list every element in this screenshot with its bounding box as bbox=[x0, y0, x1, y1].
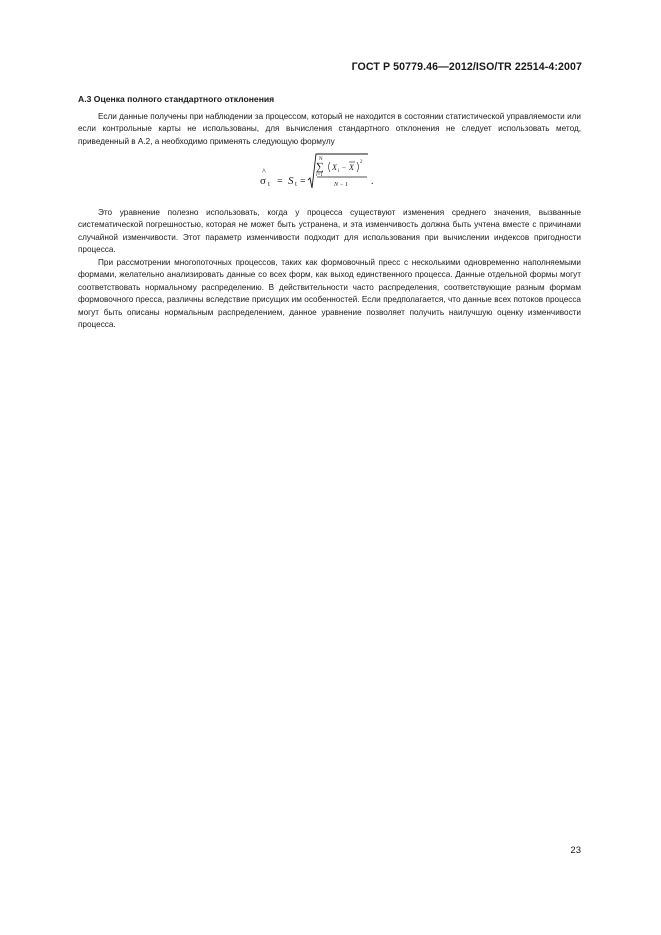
s-symbol: S bbox=[288, 175, 294, 187]
paragraph-multistream: При рассмотрении многопоточных процессов, таких как формовочный пресс с несколькими одновременно наполняемыми формами, желательно анализировать данные со всех форм, как выход единственного процесса. Данные отдельной формы могут соответствовать нормальному распределению. В действительности часто распределения, соответствующие разным формам формовочного пресса, различны вследствие присущих им особенностей. Если предполагается, что данные всех потоков процесса могут быть описаны нормальным распределением, данное уравнение позволяет получить наилучшую оценку изменчивости процесса. bbox=[78, 258, 581, 330]
paragraph-intro: Если данные получены при наблюдении за процессом, который не находится в состоянии статистической управляемости или если контрольные карты не использованы, для вычисления стандартного отклонения не следует использовать метод, приведенный в А.2, а необходимо применять следующую формулу bbox=[78, 112, 581, 146]
page-number: 23 bbox=[570, 845, 581, 856]
sigma-symbol: σ bbox=[260, 175, 266, 187]
sigma-subscript: t bbox=[268, 180, 270, 188]
right-paren bbox=[357, 162, 359, 172]
x-bar-symbol: X bbox=[349, 163, 354, 172]
exponent: 2 bbox=[360, 160, 363, 165]
x-i-subscript: i bbox=[338, 169, 340, 174]
x-i-symbol: X bbox=[332, 163, 337, 172]
denominator: N − 1 bbox=[334, 182, 349, 188]
section-title: А.3 Оценка полного стандартного отклонения bbox=[78, 94, 275, 104]
minus-sign: − bbox=[342, 164, 346, 172]
paragraph-usage: Это уравнение полезно использовать, когда у процесса существуют изменения среднего значения, вызванные систематической погрешностью, которая не может быть устранена, и эта изменчивость должна быть учтена вместе с причинами случайной изменчивости. Этот параметр изменчивости подходит для использования при вычислении индексов пригодности процесса. bbox=[78, 208, 581, 255]
sum-lower-limit: i=1 bbox=[316, 173, 323, 178]
sigma-hat: ^ bbox=[262, 167, 266, 176]
sum-symbol: ∑ bbox=[316, 161, 324, 173]
document-header: ГОСТ Р 50779.46—2012/ISO/TR 22514-4:2007 bbox=[351, 61, 582, 73]
equals-sign-2: = bbox=[300, 176, 306, 187]
s-subscript: t bbox=[295, 180, 297, 188]
formula-period: . bbox=[371, 176, 374, 187]
equals-sign-1: = bbox=[277, 176, 283, 187]
sum-upper-limit: N bbox=[319, 157, 323, 162]
standard-deviation-formula bbox=[250, 150, 390, 198]
left-paren bbox=[329, 162, 331, 172]
